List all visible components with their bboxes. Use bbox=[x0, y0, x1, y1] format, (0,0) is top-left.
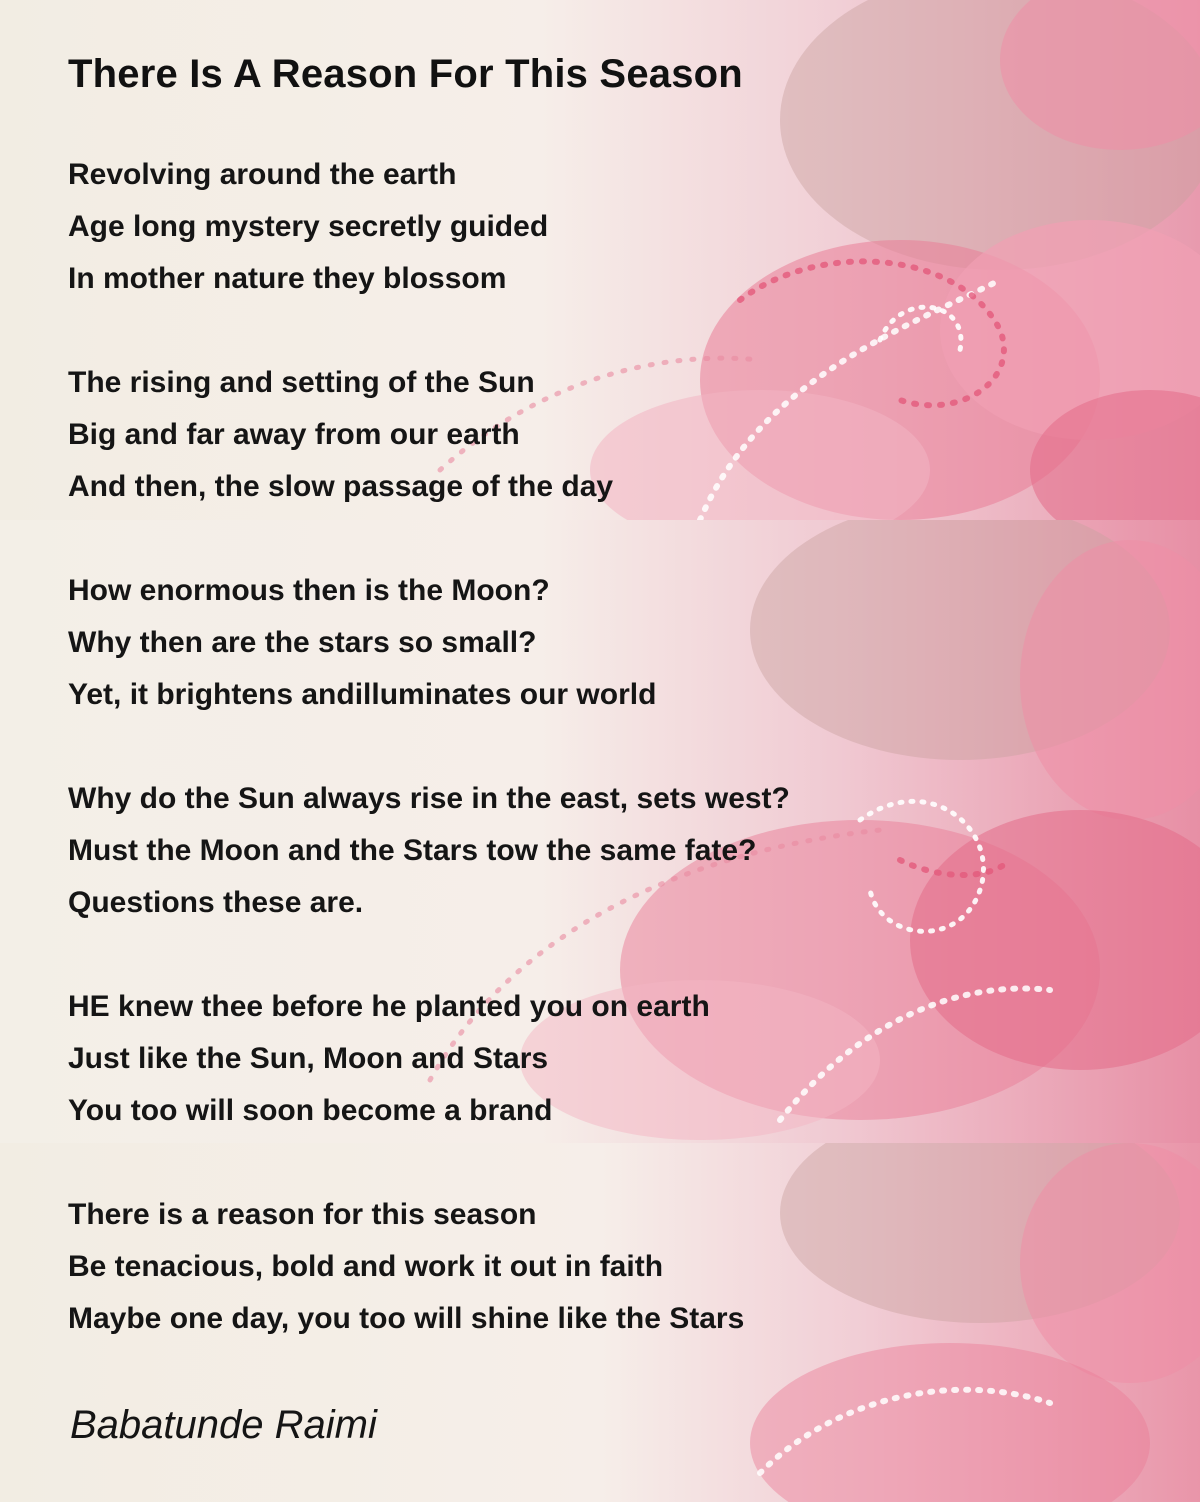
poem-line: How enormous then is the Moon? bbox=[68, 574, 550, 607]
poem-line: Revolving around the earth bbox=[68, 158, 457, 191]
poem-line: Maybe one day, you too will shine like the Stars bbox=[68, 1302, 745, 1335]
poem-line: Be tenacious, bold and work it out in faith bbox=[68, 1250, 664, 1283]
poem-title: There Is A Reason For This Season bbox=[68, 52, 743, 96]
poem-line: Just like the Sun, Moon and Stars bbox=[68, 1042, 549, 1075]
poem-line: HE knew thee before he planted you on earth bbox=[68, 990, 710, 1023]
poem-line: Must the Moon and the Stars tow the same fate? bbox=[68, 834, 757, 867]
poem-line: Questions these are. bbox=[68, 886, 364, 919]
poem-line: You too will soon become a brand bbox=[68, 1094, 553, 1127]
poem-line: In mother nature they blossom bbox=[68, 262, 507, 295]
poem-line: Yet, it brightens andilluminates our world bbox=[68, 678, 657, 711]
poem-author: Babatunde Raimi bbox=[70, 1403, 377, 1447]
poem-line: Age long mystery secretly guided bbox=[68, 210, 549, 243]
poem-line: There is a reason for this season bbox=[68, 1198, 537, 1231]
poem-line: The rising and setting of the Sun bbox=[68, 366, 535, 399]
poem-line: Why do the Sun always rise in the east, sets west? bbox=[68, 782, 790, 815]
poem-line: Big and far away from our earth bbox=[68, 418, 520, 451]
poem-line: And then, the slow passage of the day bbox=[68, 470, 614, 503]
poem-line: Why then are the stars so small? bbox=[68, 626, 537, 659]
